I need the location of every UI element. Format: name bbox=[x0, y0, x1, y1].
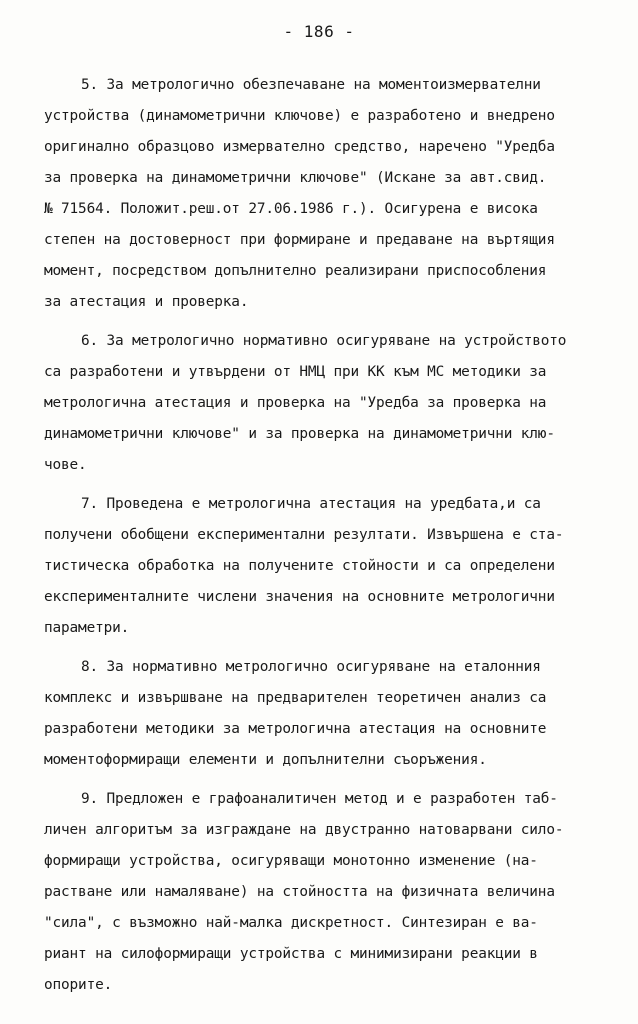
text-line: тистическа обработка на получените стойности и са определени bbox=[44, 558, 555, 574]
text-line: комплекс и извършване на предварителен теоретичен анализ са bbox=[44, 690, 547, 706]
paragraph bbox=[44, 326, 604, 481]
text-line: са разработени и утвърдени от НМЦ при КК към МС методики за bbox=[44, 364, 547, 380]
text-line: риант на силоформиращи устройства с минимизирани реакции в bbox=[44, 946, 538, 962]
text-line: 7. Проведена е метрологична атестация на уредбата,и са bbox=[81, 496, 541, 512]
paragraph bbox=[44, 652, 604, 776]
text-line: степен на достоверност при формиране и предаване на въртящия bbox=[44, 232, 555, 248]
page-number: - 186 - bbox=[283, 22, 355, 41]
text-line: момент, посредством допълнително реализирани приспособления bbox=[44, 263, 547, 279]
text-line: растване или намаляване) на стойността на физичната величина bbox=[44, 884, 555, 900]
text-line: метрологична атестация и проверка на "Уредба за проверка на bbox=[44, 395, 547, 411]
text-line: чове. bbox=[44, 457, 87, 473]
document-body bbox=[44, 70, 604, 1009]
text-line: личен алгоритъм за изграждане на двустранно натоварвани сило- bbox=[44, 822, 564, 838]
text-line: 6. За метрологично нормативно осигуряване на устройството bbox=[81, 333, 567, 349]
text-line: получени обобщени експериментални резултати. Извършена е ста- bbox=[44, 527, 564, 543]
text-line: динамометрични ключове" и за проверка на динамометрични клю- bbox=[44, 426, 555, 442]
paragraph bbox=[44, 70, 604, 318]
text-line: "сила", с възможно най-малка дискретност. Синтезиран е ва- bbox=[44, 915, 538, 931]
text-line: 9. Предложен е графоаналитичен метод и е разработен таб- bbox=[81, 791, 558, 807]
paragraph bbox=[44, 489, 604, 644]
text-line: за атестация и проверка. bbox=[44, 294, 249, 310]
text-line: параметри. bbox=[44, 620, 130, 636]
text-line: 5. За метрологично обезпечаване на моментоизмервателни bbox=[81, 77, 541, 93]
text-line: експерименталните числени значения на основните метрологични bbox=[44, 589, 555, 605]
text-line: опорите. bbox=[44, 977, 113, 993]
paragraph bbox=[44, 784, 604, 1001]
text-line: оригинално образцово измервателно средство, наречено "Уредба bbox=[44, 139, 555, 155]
text-line: № 71564. Положит.реш.от 27.06.1986 г.). Осигурена е висока bbox=[44, 201, 538, 217]
text-line: разработени методики за метрологична атестация на основните bbox=[44, 721, 547, 737]
text-line: за проверка на динамометрични ключове" (Искане за авт.свид. bbox=[44, 170, 547, 186]
text-line: устройства (динамометрични ключове) е разработено и внедрено bbox=[44, 108, 555, 124]
text-line: 8. За нормативно метрологично осигуряване на еталонния bbox=[81, 659, 541, 675]
text-line: моментоформиращи елементи и допълнителни съоръжения. bbox=[44, 752, 487, 768]
text-line: формиращи устройства, осигуряващи монотонно изменение (на- bbox=[44, 853, 538, 869]
